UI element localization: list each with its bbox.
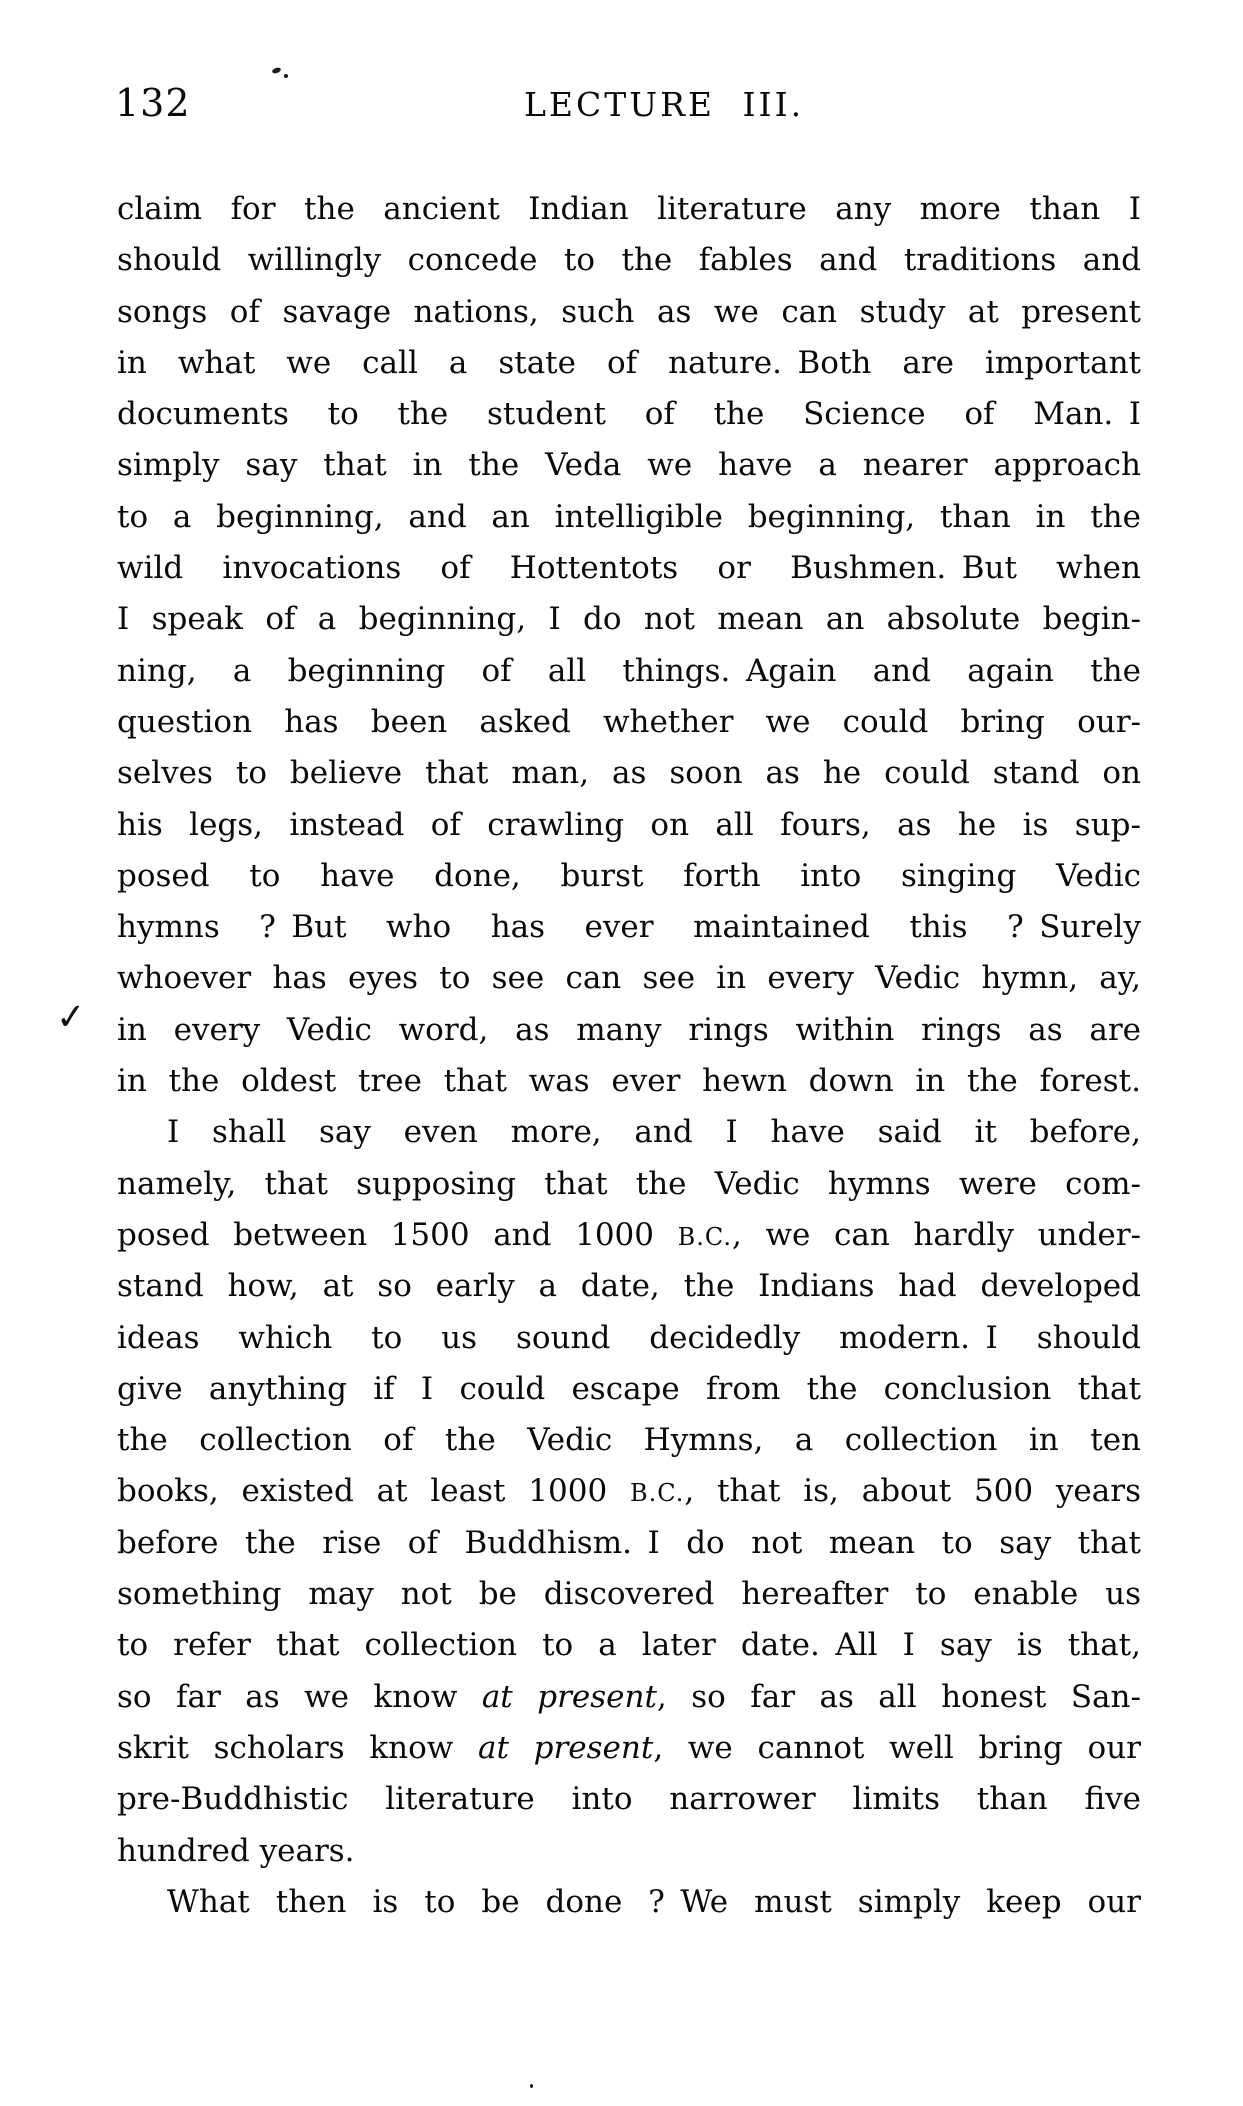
text-segment: pre-Buddhistic literature into narrower limits than five (117, 1781, 1141, 1818)
text-line (117, 1364, 1141, 1415)
text-segment: in what we call a state of nature. Both are important (117, 344, 1141, 381)
text-segment: to refer that collection to a later date. All I say is that, (117, 1627, 1141, 1664)
text-line (117, 1620, 1141, 1671)
text-line (117, 1159, 1141, 1210)
running-title: LECTURE III. (524, 85, 805, 124)
text-segment: in the oldest tree that was ever hewn down in the forest. (117, 1063, 1141, 1100)
text-segment: simply say that in the Veda we have a nearer approach (117, 447, 1141, 484)
text-segment: his legs, instead of crawling on all fours, as he is sup- (117, 806, 1141, 843)
text-segment: give anything if I could escape from the conclusion that (117, 1370, 1141, 1407)
text-segment: wild invocations of Hottentots or Bushmen. But when (117, 550, 1141, 587)
text-segment: ning, a beginning of all things. Again and again the (117, 652, 1141, 689)
text-line (117, 440, 1141, 491)
text-line (117, 1826, 1141, 1877)
text-line (117, 1723, 1141, 1774)
text-segment: I shall say even more, and I have said it before, (167, 1114, 1141, 1151)
text-segment: , we can hardly under- (732, 1216, 1141, 1253)
text-line (117, 902, 1141, 953)
text-line (117, 646, 1141, 697)
text-line (117, 1107, 1141, 1158)
text-line (117, 1005, 1141, 1056)
text-segment: whoever has eyes to see can see in every Vedic hymn, ay, (117, 960, 1141, 997)
text-line (117, 184, 1141, 235)
text-segment: before the rise of Buddhism. I do not mean to say that (117, 1524, 1141, 1561)
text-line (117, 543, 1141, 594)
margin-check-mark: ✓ (54, 995, 88, 1040)
text-segment: something may not be discovered hereafter to enable us (117, 1576, 1141, 1613)
text-line (117, 235, 1141, 286)
text-line (117, 1313, 1141, 1364)
text-segment: songs of savage nations, such as we can study at present (117, 293, 1141, 330)
scan-speck (271, 67, 281, 75)
text-line (117, 1466, 1141, 1517)
scan-speck (530, 2084, 533, 2088)
text-segment: B.C. (630, 1479, 685, 1508)
text-line (117, 1518, 1141, 1569)
text-segment: posed to have done, burst forth into singing Vedic (117, 857, 1141, 894)
text-line (117, 492, 1141, 543)
text-line (117, 697, 1141, 748)
text-segment: to a beginning, and an intelligible beginning, than in the (117, 498, 1141, 535)
text-segment: stand how, at so early a date, the Indians had developed (117, 1268, 1141, 1305)
text-segment: namely, that supposing that the Vedic hymns were com- (117, 1165, 1141, 1202)
text-segment: skrit scholars know (117, 1729, 478, 1766)
text-line (117, 287, 1141, 338)
text-segment: documents to the student of the Science of Man. I (117, 396, 1141, 433)
scan-speck (284, 74, 288, 78)
text-segment: ideas which to us sound decidedly modern. I should (117, 1319, 1141, 1356)
text-segment: selves to believe that man, as soon as he could stand on (117, 755, 1141, 792)
text-line (117, 953, 1141, 1004)
text-segment: B.C. (677, 1222, 733, 1251)
text-segment: I speak of a beginning, I do not mean an absolute begin- (117, 601, 1141, 638)
text-block (117, 184, 1141, 1928)
text-line (117, 594, 1141, 645)
text-line (117, 1056, 1141, 1107)
text-line (117, 800, 1141, 851)
text-line (117, 338, 1141, 389)
text-segment: should willingly concede to the fables and traditions and (117, 242, 1141, 279)
page-number: 132 (115, 81, 191, 125)
text-segment: claim for the ancient Indian literature any more than I (117, 191, 1141, 227)
text-segment: at present (481, 1678, 657, 1715)
text-line (117, 1415, 1141, 1466)
text-line (117, 1774, 1141, 1825)
text-line (117, 1877, 1141, 1928)
text-line (117, 748, 1141, 799)
text-line (117, 1261, 1141, 1312)
text-segment: at present (477, 1729, 654, 1766)
text-segment: question has been asked whether we could bring our- (117, 703, 1141, 740)
text-line (117, 1672, 1141, 1723)
text-line (117, 1210, 1141, 1261)
text-segment: hundred years. (117, 1832, 355, 1869)
text-segment: the collection of the Vedic Hymns, a collection in ten (117, 1422, 1141, 1459)
text-line (117, 389, 1141, 440)
text-segment: What then is to be done ? We must simply keep our (167, 1883, 1141, 1920)
text-segment: books, existed at least 1000 (117, 1473, 630, 1510)
text-segment: in every Vedic word, as many rings within rings as are (117, 1011, 1141, 1048)
text-segment: , that is, about 500 years (684, 1473, 1141, 1510)
text-segment: , we cannot well bring our (653, 1729, 1142, 1766)
text-segment: hymns ? But who has ever maintained this ? Surely (117, 909, 1141, 946)
text-line (117, 1569, 1141, 1620)
text-segment: , so far as all honest San- (656, 1678, 1141, 1715)
text-line (117, 851, 1141, 902)
text-segment: so far as we know (117, 1678, 482, 1715)
text-segment: posed between 1500 and 1000 (117, 1216, 678, 1253)
